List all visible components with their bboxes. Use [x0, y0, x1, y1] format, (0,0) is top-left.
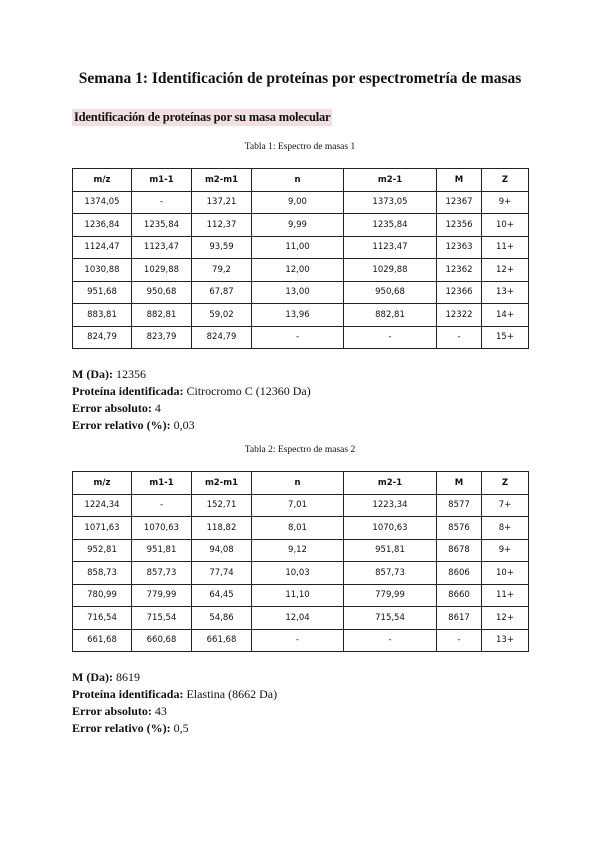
label: M (Da):	[72, 367, 113, 381]
column-header: m2-1	[344, 169, 437, 192]
column-header: m1-1	[132, 472, 192, 495]
absolute-error-line	[72, 703, 277, 720]
table-cell: 67,87	[192, 281, 252, 304]
table-cell: 9,12	[252, 539, 344, 562]
table-row	[73, 539, 529, 562]
value: 8619	[112, 670, 140, 684]
table-cell: 715,54	[132, 607, 192, 630]
table-cell: 823,79	[132, 326, 192, 349]
table-cell: 952,81	[73, 539, 132, 562]
column-header: m2-1	[344, 472, 437, 495]
table-cell: 94,08	[192, 539, 252, 562]
column-header: m2-m1	[192, 169, 252, 192]
table-cell: 1071,63	[73, 517, 132, 540]
table-cell: 13,96	[252, 304, 344, 327]
label: Proteína identificada:	[72, 384, 184, 398]
table-cell: -	[437, 629, 482, 652]
relative-error-line	[72, 417, 311, 434]
value: 4	[151, 401, 161, 415]
table-cell: 8+	[482, 517, 529, 540]
column-header: Z	[482, 169, 529, 192]
table-cell: 1224,34	[73, 494, 132, 517]
protein-line	[72, 383, 311, 400]
table-cell: 1373,05	[344, 191, 437, 214]
table-cell: 12,04	[252, 607, 344, 630]
table-cell: 8576	[437, 517, 482, 540]
column-header: n	[252, 169, 344, 192]
value: 12356	[112, 367, 146, 381]
table-cell: 10,03	[252, 562, 344, 585]
label: Error absoluto:	[72, 704, 152, 718]
table-cell: 12367	[437, 191, 482, 214]
table-cell: 780,99	[73, 584, 132, 607]
column-header: M	[437, 169, 482, 192]
table-cell: 716,54	[73, 607, 132, 630]
table-cell: 882,81	[344, 304, 437, 327]
molecular-mass-line	[72, 366, 311, 383]
table-cell: 9+	[482, 539, 529, 562]
table-cell: 8660	[437, 584, 482, 607]
table-cell: 1070,63	[344, 517, 437, 540]
table-cell: 1029,88	[344, 259, 437, 282]
table-cell: 857,73	[344, 562, 437, 585]
relative-error-line	[72, 720, 277, 737]
table-cell: 77,74	[192, 562, 252, 585]
table-cell: 1235,84	[344, 214, 437, 237]
table-cell: -	[252, 629, 344, 652]
table-cell: 11,10	[252, 584, 344, 607]
table-cell: 15+	[482, 326, 529, 349]
value: 0,5	[170, 721, 189, 735]
table2-caption: Tabla 2: Espectro de masas 2	[244, 445, 356, 455]
table-cell: 112,37	[192, 214, 252, 237]
table-cell: 1235,84	[132, 214, 192, 237]
table-cell: -	[252, 326, 344, 349]
table-cell: 824,79	[192, 326, 252, 349]
table-cell: 7,01	[252, 494, 344, 517]
table-cell: 858,73	[73, 562, 132, 585]
table-cell: 1124,47	[73, 236, 132, 259]
table-cell: 12+	[482, 607, 529, 630]
table-cell: 883,81	[73, 304, 132, 327]
table-cell: 13+	[482, 281, 529, 304]
table-cell: -	[132, 494, 192, 517]
table-cell: 779,99	[132, 584, 192, 607]
summary-1	[72, 366, 311, 434]
table1-caption: Tabla 1: Espectro de masas 1	[244, 142, 356, 152]
value: 0,03	[170, 418, 195, 432]
mass-spectrum-table-2	[72, 471, 529, 652]
table-cell: 152,71	[192, 494, 252, 517]
table-cell: 12,00	[252, 259, 344, 282]
molecular-mass-line	[72, 669, 277, 686]
column-header: m/z	[73, 472, 132, 495]
table-cell: -	[344, 326, 437, 349]
table-cell: 7+	[482, 494, 529, 517]
table-cell: 8678	[437, 539, 482, 562]
table-cell: 137,21	[192, 191, 252, 214]
column-header: m/z	[73, 169, 132, 192]
table-cell: 1070,63	[132, 517, 192, 540]
table-cell: 824,79	[73, 326, 132, 349]
table-cell: 8,01	[252, 517, 344, 540]
table-row	[73, 281, 529, 304]
table-cell: 12366	[437, 281, 482, 304]
table-cell: 54,86	[192, 607, 252, 630]
label: Error relativo (%):	[72, 721, 171, 735]
section-heading: Identificación de proteínas por su masa molecular	[74, 110, 331, 124]
table-cell: 12363	[437, 236, 482, 259]
table-cell: -	[437, 326, 482, 349]
table-row	[73, 326, 529, 349]
table-cell: 14+	[482, 304, 529, 327]
table-cell: 661,68	[192, 629, 252, 652]
table-cell: 1374,05	[73, 191, 132, 214]
table-cell: 12356	[437, 214, 482, 237]
table-cell: 12+	[482, 259, 529, 282]
table-row	[73, 629, 529, 652]
table-cell: 12322	[437, 304, 482, 327]
label: Error relativo (%):	[72, 418, 171, 432]
column-header: M	[437, 472, 482, 495]
table-cell: 660,68	[132, 629, 192, 652]
table-cell: 8606	[437, 562, 482, 585]
value: 43	[151, 704, 167, 718]
table-cell: 10+	[482, 562, 529, 585]
table-header-row	[73, 169, 529, 192]
label: M (Da):	[72, 670, 113, 684]
table-cell: 8577	[437, 494, 482, 517]
table-cell: 1123,47	[132, 236, 192, 259]
table-cell: 13+	[482, 629, 529, 652]
table-cell: 1123,47	[344, 236, 437, 259]
table-row	[73, 214, 529, 237]
table-cell: 64,45	[192, 584, 252, 607]
table-row	[73, 517, 529, 540]
table-cell: 9+	[482, 191, 529, 214]
table-cell: 779,99	[344, 584, 437, 607]
table-cell: 118,82	[192, 517, 252, 540]
column-header: m1-1	[132, 169, 192, 192]
table-cell: 715,54	[344, 607, 437, 630]
table-cell: 79,2	[192, 259, 252, 282]
table-row	[73, 236, 529, 259]
table-cell: 12362	[437, 259, 482, 282]
value: Elastina (8662 Da)	[183, 687, 278, 701]
table-cell: 13,00	[252, 281, 344, 304]
table-row	[73, 494, 529, 517]
table-cell: 950,68	[344, 281, 437, 304]
summary-2	[72, 669, 277, 737]
label: Error absoluto:	[72, 401, 152, 415]
page-title: Semana 1: Identificación de proteínas por espectrometría de masas	[78, 70, 522, 87]
table-header-row	[73, 472, 529, 495]
table-cell: 11,00	[252, 236, 344, 259]
table-cell: 10+	[482, 214, 529, 237]
table-cell: 857,73	[132, 562, 192, 585]
table-cell: 11+	[482, 236, 529, 259]
table-cell: 950,68	[132, 281, 192, 304]
column-header: m2-m1	[192, 472, 252, 495]
table-cell: 1223,34	[344, 494, 437, 517]
table-cell: 661,68	[73, 629, 132, 652]
table-row	[73, 259, 529, 282]
table-cell: 1029,88	[132, 259, 192, 282]
mass-spectrum-table-1	[72, 168, 529, 349]
table-row	[73, 562, 529, 585]
absolute-error-line	[72, 400, 311, 417]
table-cell: 951,81	[132, 539, 192, 562]
column-header: Z	[482, 472, 529, 495]
table-row	[73, 191, 529, 214]
table-cell: 9,00	[252, 191, 344, 214]
table-cell: 9,99	[252, 214, 344, 237]
column-header: n	[252, 472, 344, 495]
table-cell: -	[132, 191, 192, 214]
label: Proteína identificada:	[72, 687, 184, 701]
table-cell: 11+	[482, 584, 529, 607]
table-cell: 8617	[437, 607, 482, 630]
protein-line	[72, 686, 277, 703]
table-row	[73, 584, 529, 607]
table-cell: 951,68	[73, 281, 132, 304]
value: Citrocromo C (12360 Da)	[183, 384, 311, 398]
table-cell: 951,81	[344, 539, 437, 562]
table-cell: 1030,88	[73, 259, 132, 282]
table-cell: 882,81	[132, 304, 192, 327]
table-cell: 1236,84	[73, 214, 132, 237]
table-cell: 93,59	[192, 236, 252, 259]
table-cell: 59,02	[192, 304, 252, 327]
table-row	[73, 304, 529, 327]
table-row	[73, 607, 529, 630]
table-cell: -	[344, 629, 437, 652]
